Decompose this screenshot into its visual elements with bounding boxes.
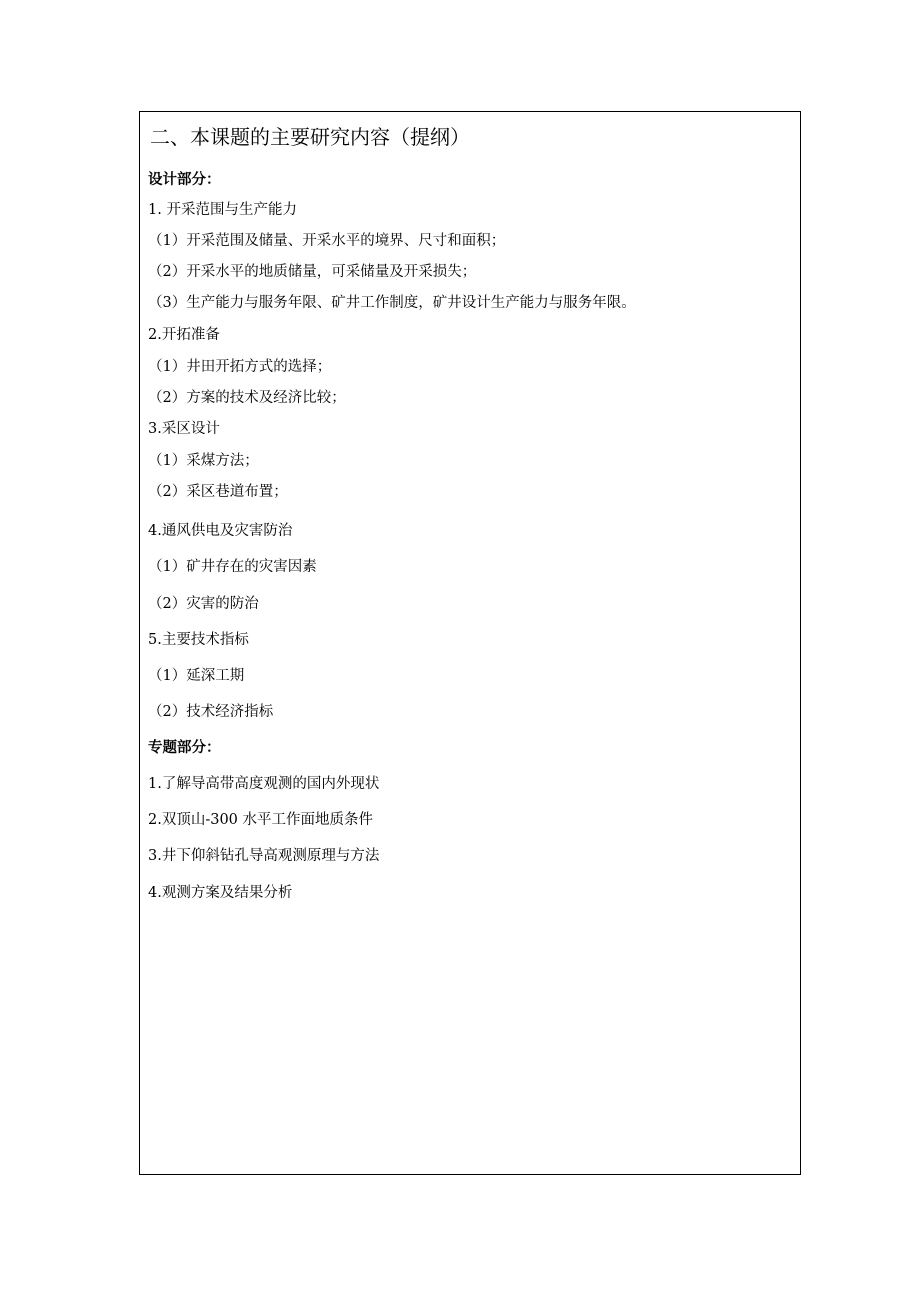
design-section-title: 设计部分： [148,171,221,188]
design-item: （1）矿井存在的灾害因素 [148,559,317,575]
special-item: 3.井下仰斜钻孔导高观测原理与方法 [148,848,380,864]
design-item: （2）灾害的防治 [148,596,259,612]
design-item: 1. 开采范围与生产能力 [148,202,297,218]
design-item: 3.采区设计 [148,421,220,437]
special-item: 4.观测方案及结果分析 [148,885,293,901]
special-item: 2.双顶山-300 水平工作面地质条件 [148,812,374,828]
design-item: （1）延深工期 [148,668,245,684]
section-heading: 二、本课题的主要研究内容（提纲） [150,125,470,149]
design-item: （2）方案的技术及经济比较； [148,390,346,406]
document-frame [139,111,801,1175]
design-item: （3）生产能力与服务年限、矿井工作制度，矿井设计生产能力与服务年限。 [148,295,636,311]
design-item: 4.通风供电及灾害防治 [148,523,293,539]
design-item: 5.主要技术指标 [148,632,249,648]
design-item: （2）开采水平的地质储量，可采储量及开采损失； [148,264,477,280]
design-item: （2）采区巷道布置； [148,484,288,500]
design-item: （1）开采范围及储量、开采水平的境界、尺寸和面积； [148,233,506,249]
design-item: （1）采煤方法； [148,453,259,469]
design-item: （2）技术经济指标 [148,704,274,720]
design-item: （1）井田开拓方式的选择； [148,359,332,375]
special-section-title: 专题部分： [148,739,221,756]
design-item: 2.开拓准备 [148,327,220,343]
special-item: 1.了解导高带高度观测的国内外现状 [148,776,380,792]
